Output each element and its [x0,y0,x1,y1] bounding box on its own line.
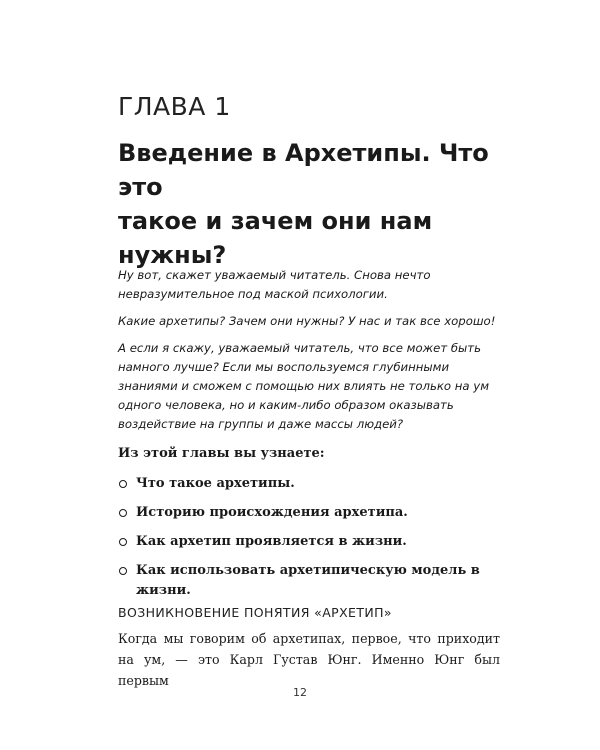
list-item-text: Что такое архетипы. [136,476,295,491]
section-heading: ВОЗНИКНОВЕНИЕ ПОНЯТИЯ «АРХЕТИП» [118,605,392,620]
circle-bullet-icon [119,538,127,546]
list-item [118,503,508,532]
chapter-title-line-2: такое и зачем они нам нужны? [118,207,433,269]
chapter-label: ГЛАВА 1 [118,92,231,121]
outcomes-heading: Из этой главы вы узнаете: [118,446,325,461]
intro-paragraph: Ну вот, скажет уважаемый читатель. Снова нечто невразумительное под маской психологии. [118,268,431,301]
chapter-title-line-1: Введение в Архетипы. Что это [118,139,489,201]
list-item-text: Как архетип проявляется в жизни. [136,534,407,549]
intro-paragraph: А если я скажу, уважаемый читатель, что все может быть намного лучше? Если мы воспользуемся глубинными знаниями и сможем с помощью них влиять не только на ум одного человека, но и каким-либо образом оказывать воздействие на группы и даже массы людей? [118,341,490,431]
outcomes-list [118,474,508,598]
chapter-outcomes [118,444,508,598]
list-item [118,474,508,503]
circle-bullet-icon [119,509,127,517]
list-item [118,561,508,598]
list-item-text: Историю происхождения архетипа. [136,505,408,520]
chapter-title [118,136,538,272]
list-item-text: Как использовать архетипическую модель в жизни. [136,563,480,598]
circle-bullet-icon [119,480,127,488]
body-paragraph: Когда мы говорим об архетипах, первое, что приходит на ум, — это Карл Густав Юнг. Именно Юнг был первым [118,631,500,688]
circle-bullet-icon [119,567,127,575]
list-item [118,532,508,561]
intro-paragraph: Какие архетипы? Зачем они нужны? У нас и так все хорошо! [118,314,496,328]
page-number: 12 [293,686,307,699]
intro-block [118,266,498,442]
body-text [118,628,500,691]
